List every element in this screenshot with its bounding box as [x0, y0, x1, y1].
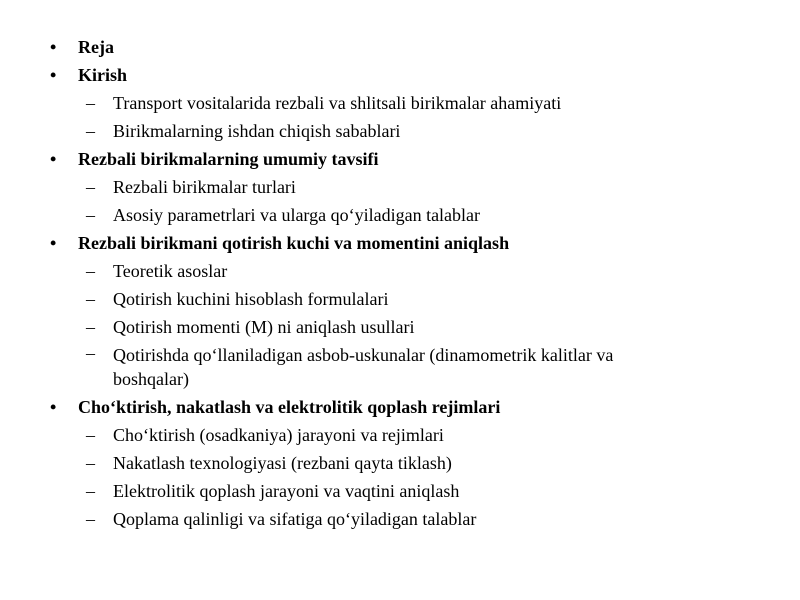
section-title: Kirish	[78, 65, 128, 85]
subitem-list	[78, 89, 800, 145]
dash-icon: –	[86, 121, 95, 141]
subitem-text: Rezbali birikmalar turlari	[113, 177, 296, 197]
outline-subitem	[78, 89, 800, 117]
dash-icon: –	[86, 343, 95, 363]
section-title: Rezbali birikmani qotirish kuchi va momentini aniqlash	[78, 233, 510, 253]
subitem-text: Nakatlash texnologiyasi (rezbani qayta tiklash)	[113, 453, 452, 473]
bullet-icon: •	[50, 233, 57, 253]
outline-section	[0, 61, 800, 145]
outline-section	[0, 145, 800, 229]
outline-subitem	[78, 257, 800, 285]
outline-section	[0, 393, 800, 533]
dash-icon: –	[86, 177, 95, 197]
dash-icon: –	[86, 509, 95, 529]
dash-icon: –	[86, 289, 95, 309]
bullet-icon: •	[50, 37, 57, 57]
subitem-text: Qotirish momenti (M) ni aniqlash usullari	[113, 317, 415, 337]
outline-section	[0, 33, 800, 61]
bullet-icon: •	[50, 397, 57, 417]
dash-icon: –	[86, 453, 95, 473]
subitem-text: Asosiy parametrlari va ularga qo‘yiladigan talablar	[113, 205, 481, 225]
subitem-list	[78, 421, 800, 533]
dash-icon: –	[86, 93, 95, 113]
subitem-text: Cho‘ktirish (osadkaniya) jarayoni va rejimlari	[113, 425, 444, 445]
outline-subitem	[78, 341, 800, 393]
dash-icon: –	[86, 205, 95, 225]
section-title: Cho‘ktirish, nakatlash va elektrolitik qoplash rejimlari	[78, 397, 501, 417]
outline-subitem	[78, 449, 800, 477]
outline-subitem	[78, 505, 800, 533]
dash-icon: –	[86, 261, 95, 281]
subitem-list	[78, 257, 800, 393]
subitem-text: Qoplama qalinligi va sifatiga qo‘yiladigan talablar	[113, 509, 477, 529]
outline-subitem	[78, 421, 800, 449]
outline-subitem	[78, 313, 800, 341]
dash-icon: –	[86, 425, 95, 445]
subitem-list	[78, 173, 800, 229]
subitem-text: Qotirish kuchini hisoblash formulalari	[113, 289, 389, 309]
subitem-text: Teoretik asoslar	[113, 261, 228, 281]
subitem-text: Birikmalarning ishdan chiqish sabablari	[113, 121, 401, 141]
outline-subitem	[78, 173, 800, 201]
outline-subitem	[78, 201, 800, 229]
outline-subitem	[78, 477, 800, 505]
dash-icon: –	[86, 481, 95, 501]
subitem-text: Transport vositalarida rezbali va shlitsali birikmalar ahamiyati	[113, 93, 562, 113]
outline-section	[0, 229, 800, 393]
section-title: Rezbali birikmalarning umumiy tavsifi	[78, 149, 379, 169]
dash-icon: –	[86, 317, 95, 337]
subitem-text: Qotirishda qo‘llaniladigan asbob-uskunalar (dinamometrik kalitlar va boshqalar)	[113, 345, 614, 389]
outline-subitem	[78, 285, 800, 313]
subitem-text: Elektrolitik qoplash jarayoni va vaqtini aniqlash	[113, 481, 460, 501]
section-title: Reja	[78, 37, 114, 57]
outline-list	[0, 33, 800, 533]
outline-subitem	[78, 117, 800, 145]
bullet-icon: •	[50, 149, 57, 169]
bullet-icon: •	[50, 65, 57, 85]
